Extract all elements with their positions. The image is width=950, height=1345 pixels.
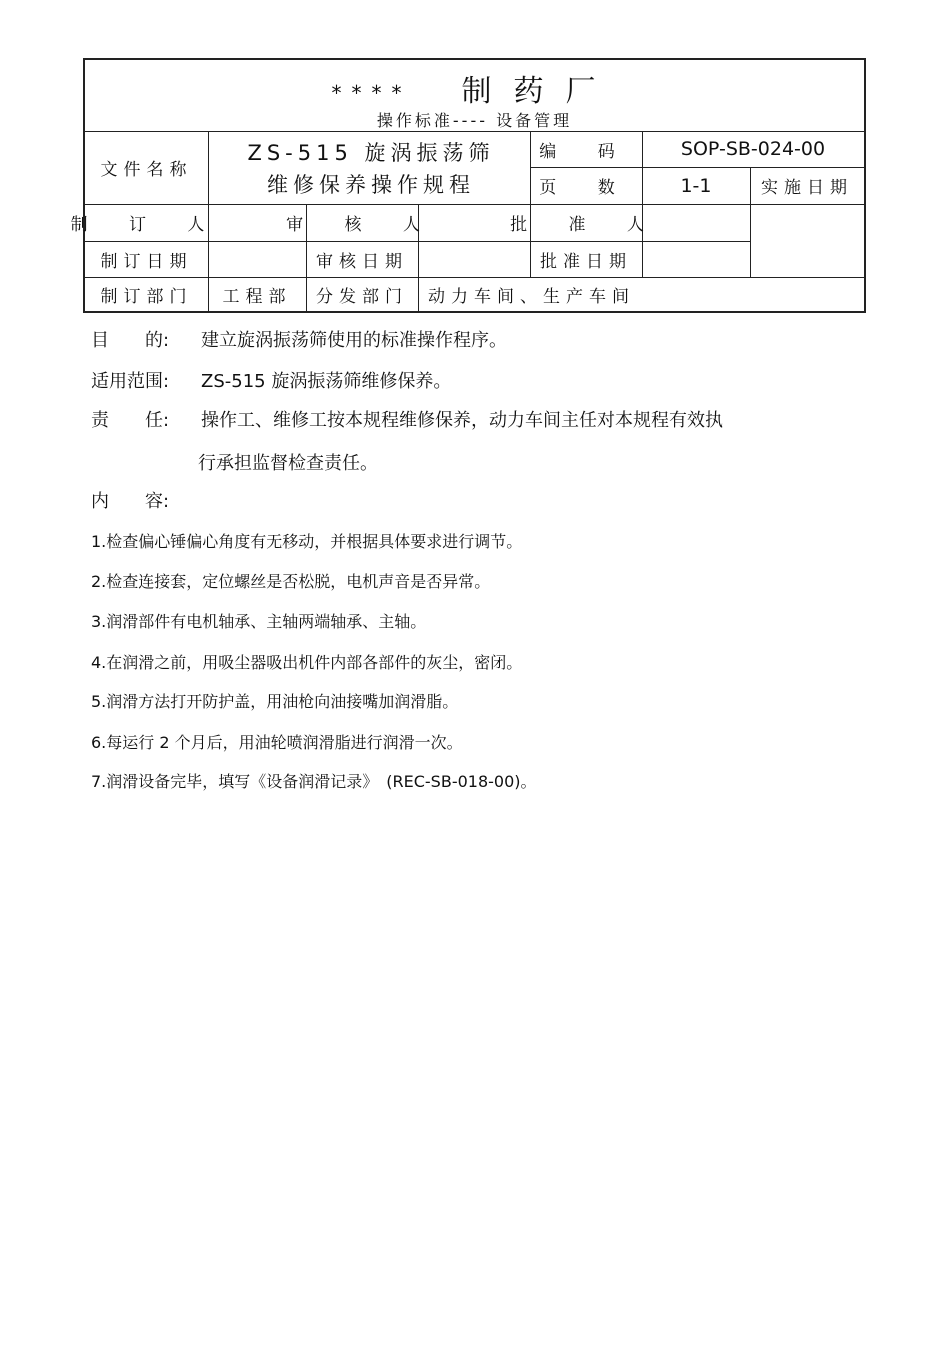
content-item-7: 7.润滑设备完毕，填写《设备润滑记录》 (REC-SB-018-00)。 <box>91 772 537 791</box>
content-item-4: 4.在润滑之前，用吸尘器吸出机件内部各部件的灰尘，密闭。 <box>91 653 523 672</box>
header-subtitle: 操作标准---- 设备管理 <box>376 111 573 130</box>
content-item-2: 2.检查连接套，定位螺丝是否松脱，电机声音是否异常。 <box>91 572 491 591</box>
distribution-value: 动力车间、生产车间 <box>428 286 635 307</box>
scope-text: ZS-515 旋涡振荡筛维修保养。 <box>201 371 452 392</box>
page-count-label: 页 数 <box>539 178 633 198</box>
responsibility-text-2: 行承担监督检查责任。 <box>198 453 378 474</box>
title-stars: **** <box>331 80 412 105</box>
content-item-5: 5.润滑方法打开防护盖，用油枪向油接嘴加润滑脂。 <box>91 692 459 711</box>
code-value: SOP-SB-024-00 <box>680 138 826 160</box>
distribution-label: 分发部门 <box>316 286 408 307</box>
author-date-label: 制订日期 <box>100 251 193 272</box>
author-label: 制 订 人 <box>70 215 223 235</box>
content-item-6: 6.每运行 2 个月后，用油轮喷润滑脂进行润滑一次。 <box>91 733 463 752</box>
factory-name: 制药厂 <box>461 74 618 109</box>
content-item-1: 1.检查偏心锤偏心角度有无移动，并根据具体要求进行调节。 <box>91 532 523 551</box>
author-date-value <box>208 241 306 277</box>
approver-value <box>642 204 750 241</box>
factory-title <box>85 66 864 110</box>
review-date-value <box>418 241 530 277</box>
doc-name-line1: ZS-515 旋涡振荡筛 <box>247 141 495 165</box>
responsibility-line <box>91 406 723 432</box>
purpose-line <box>91 326 507 352</box>
purpose-label: 目 的: <box>91 330 170 351</box>
review-date-label: 审核日期 <box>316 251 408 272</box>
dept-value: 工程部 <box>222 286 292 307</box>
content-label: 内 容: <box>91 491 170 512</box>
doc-name <box>210 136 532 202</box>
header-table <box>70 58 866 313</box>
page-count-value: 1-1 <box>680 174 712 197</box>
approve-date-value <box>642 241 750 277</box>
code-label: 编 码 <box>539 141 633 162</box>
reviewer-label: 审 核 人 <box>286 215 438 235</box>
responsibility-label: 责 任: <box>91 410 170 431</box>
doc-name-line2: 维修保养操作规程 <box>267 173 475 197</box>
approver-label: 批 准 人 <box>510 215 662 235</box>
doc-name-label: 文件名称 <box>100 160 193 180</box>
responsibility-text-1: 操作工、维修工按本规程维修保养，动力车间主任对本规程有效执 <box>201 410 723 431</box>
scope-label: 适用范围: <box>91 371 170 392</box>
approve-date-label: 批准日期 <box>540 251 632 272</box>
purpose-text: 建立旋涡振荡筛使用的标准操作程序。 <box>201 330 507 351</box>
content-item-3: 3.润滑部件有电机轴承、主轴两端轴承、主轴。 <box>91 612 427 631</box>
scope-line <box>91 367 451 393</box>
dept-label: 制订部门 <box>100 286 193 307</box>
effective-date-label: 实施日期 <box>761 178 853 198</box>
